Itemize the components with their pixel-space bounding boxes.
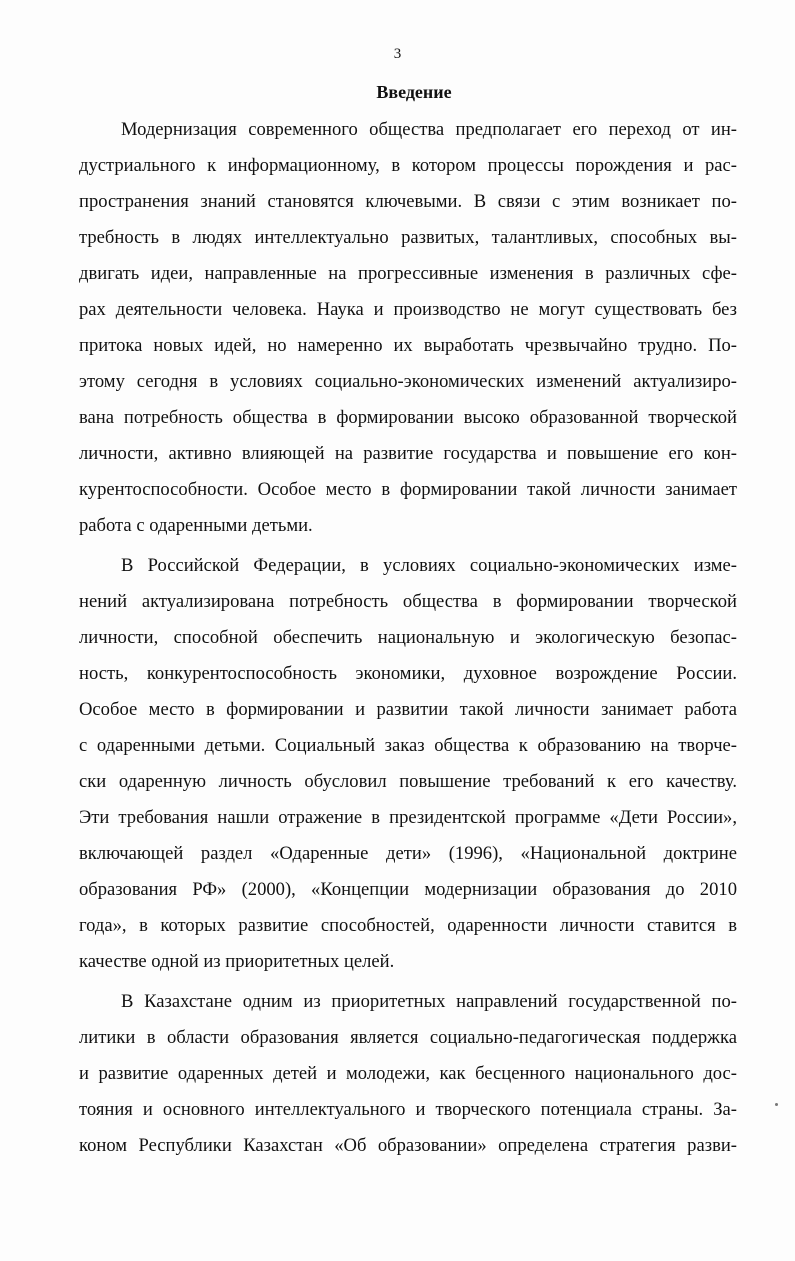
paragraph-line: и развитие одаренных детей и молодежи, как бесценного национального дос- (79, 1063, 737, 1084)
paragraph-line: работа с одаренными детьми. (79, 515, 313, 536)
paragraph-line: нений актуализирована потребность общества в формировании творческой (79, 591, 737, 612)
paragraph-line: образования РФ» (2000), «Концепции модернизации образования до 2010 (79, 879, 737, 900)
paragraph-line: В Российской Федерации, в условиях социально-экономических изме- (121, 555, 737, 576)
paragraph-line: дустриального к информационному, в котором процессы порождения и рас- (79, 155, 737, 176)
paragraph-line: ски одаренную личность обусловил повышение требований к его качеству. (79, 771, 737, 792)
paragraph-line: года», в которых развитие способностей, одаренности личности ставится в (79, 915, 737, 936)
paragraph-line: В Казахстане одним из приоритетных направлений государственной по- (121, 991, 737, 1012)
paragraph-line: коном Республики Казахстан «Об образовании» определена стратегия разви- (79, 1135, 737, 1156)
paragraph-line: с одаренными детьми. Социальный заказ общества к образованию на творче- (79, 735, 737, 756)
scan-speck (775, 1103, 778, 1106)
paragraph-line: включающей раздел «Одаренные дети» (1996), «Национальной доктрине (79, 843, 737, 864)
paragraph-line: качестве одной из приоритетных целей. (79, 951, 395, 972)
paragraph-line: требность в людях интеллектуально развитых, талантливых, способных вы- (79, 227, 737, 248)
paragraph-line: личности, активно влияющей на развитие государства и повышение его кон- (79, 443, 737, 464)
paragraph-line: пространения знаний становятся ключевыми. В связи с этим возникает по- (79, 191, 737, 212)
paragraph-line: тояния и основного интеллектуального и творческого потенциала страны. За- (79, 1099, 737, 1120)
paragraph-line: Особое место в формировании и развитии такой личности занимает работа (79, 699, 737, 720)
paragraph-line: личности, способной обеспечить национальную и экологическую безопас- (79, 627, 737, 648)
paragraph-line: притока новых идей, но намеренно их выработать чрезвычайно трудно. По- (79, 335, 737, 356)
paragraph-line: курентоспособности. Особое место в формировании такой личности занимает (79, 479, 737, 500)
paragraph-line: литики в области образования является социально-педагогическая поддержка (79, 1027, 737, 1048)
page-number: 3 (393, 46, 402, 62)
paragraph-line: ность, конкурентоспособность экономики, духовное возрождение России. (79, 663, 737, 684)
section-heading: Введение (376, 82, 452, 102)
paragraph-line: рах деятельности человека. Наука и производство не могут существовать без (79, 299, 737, 320)
paragraph-line: Модернизация современного общества предполагает его переход от ин- (121, 119, 737, 140)
paragraph-line: этому сегодня в условиях социально-экономических изменений актуализиро- (79, 371, 737, 392)
paragraph-line: вана потребность общества в формировании высоко образованной творческой (79, 407, 737, 428)
paragraph-line: Эти требования нашли отражение в президентской программе «Дети России», (79, 807, 737, 828)
paragraph-line: двигать идеи, направленные на прогрессивные изменения в различных сфе- (79, 263, 737, 284)
